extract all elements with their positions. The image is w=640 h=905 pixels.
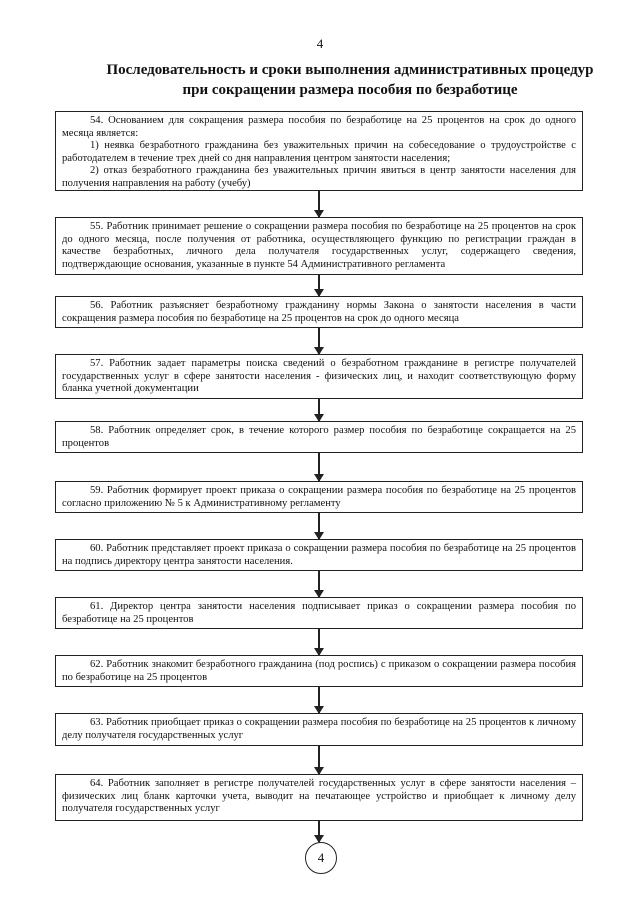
step-61-text: 61. Директор центра занятости населения подписывает приказ о сокращении размера пособия по безработице на 25 процентов <box>62 601 576 625</box>
step-57-text: 57. Работник задает параметры поиска сведений о безработном гражданине в регистре получателей государственных услуг в сфере занятости населения - физических лиц, и находит соответствующую форму бланка учетной документации <box>62 358 576 395</box>
title-line-1: Последовательность и сроки выполнения административных процедур <box>106 62 594 78</box>
step-64-text: 64. Работник заполняет в регистре получателей государственных услуг в сфере занятости населения – физических лиц бланк карточки учета, выводит на печатающее устройство и приобщает к личному делу получателя государственных услуг <box>62 778 576 815</box>
step-box-61 <box>55 597 583 629</box>
step-box-60 <box>55 539 583 571</box>
title-line-2: при сокращении размера пособия по безработице <box>182 82 518 98</box>
step-box-56 <box>55 296 583 328</box>
step-60-text: 60. Работник представляет проект приказа о сокращении размера пособия по безработице на 25 процентов на подпись директору центра занятости населения. <box>62 543 576 567</box>
flow-arrow <box>318 687 320 713</box>
step-box-57 <box>55 354 583 399</box>
step-box-62 <box>55 655 583 687</box>
flow-arrow <box>318 399 320 421</box>
flow-arrow <box>318 328 320 354</box>
step-59-text: 59. Работник формирует проект приказа о сокращении размера пособия по безработице на 25 процентов согласно приложению № 5 к Административному регламенту <box>62 485 576 509</box>
page-connector-circle: 4 <box>305 842 337 874</box>
flow-arrow <box>318 571 320 597</box>
step-box-58 <box>55 421 583 453</box>
flow-arrow <box>318 821 320 842</box>
step-63-text: 63. Работник приобщает приказ о сокращении размера пособия по безработице на 25 процентов к личному делу получателя государственных услуг <box>62 717 576 741</box>
page-number: 4 <box>316 36 324 51</box>
step-54-item-2: 2) отказ безработного гражданина без уважительных причин явиться в центр занятости населения для получения направления на работу (учебу) <box>62 165 576 189</box>
step-56-text: 56. Работник разъясняет безработному гражданину нормы Закона о занятости населения в части сокращения размера пособия по безработице на 25 процентов на срок до одного месяца <box>62 300 576 324</box>
step-box-59 <box>55 481 583 513</box>
step-55-text: 55. Работник принимает решение о сокращении размера пособия по безработице на 25 процентов на срок до одного месяца, после получения от работника, осуществляющего функцию по регистрации граждан в качестве безработных, личного дела получателя государственных услуг, содержащего сведения, подтверждающие основания, указанные в пункте 54 Административного регламента <box>62 221 576 270</box>
step-54-intro: 54. Основанием для сокращения размера пособия по безработице на 25 процентов на срок до одного месяца является: <box>62 115 576 139</box>
step-54-item-1: 1) неявка безработного гражданина без уважительных причин на собеседование о трудоустройстве с работодателем в течение трех дней со дня направления центром занятости населения; <box>62 140 576 164</box>
step-box-55 <box>55 217 583 275</box>
step-58-text: 58. Работник определяет срок, в течение которого размер пособия по безработице сокращается на 25 процентов <box>62 425 576 449</box>
step-box-64 <box>55 774 583 821</box>
step-box-63 <box>55 713 583 746</box>
step-62-text: 62. Работник знакомит безработного гражданина (под роспись) с приказом о сокращении размера пособия по безработице на 25 процентов <box>62 659 576 683</box>
page-title <box>60 60 640 100</box>
step-box-54 <box>55 111 583 191</box>
flow-arrow <box>318 513 320 539</box>
flow-arrow <box>318 191 320 217</box>
flow-arrow <box>318 275 320 296</box>
flow-arrow <box>318 453 320 481</box>
flow-arrow <box>318 629 320 655</box>
flow-arrow <box>318 746 320 774</box>
